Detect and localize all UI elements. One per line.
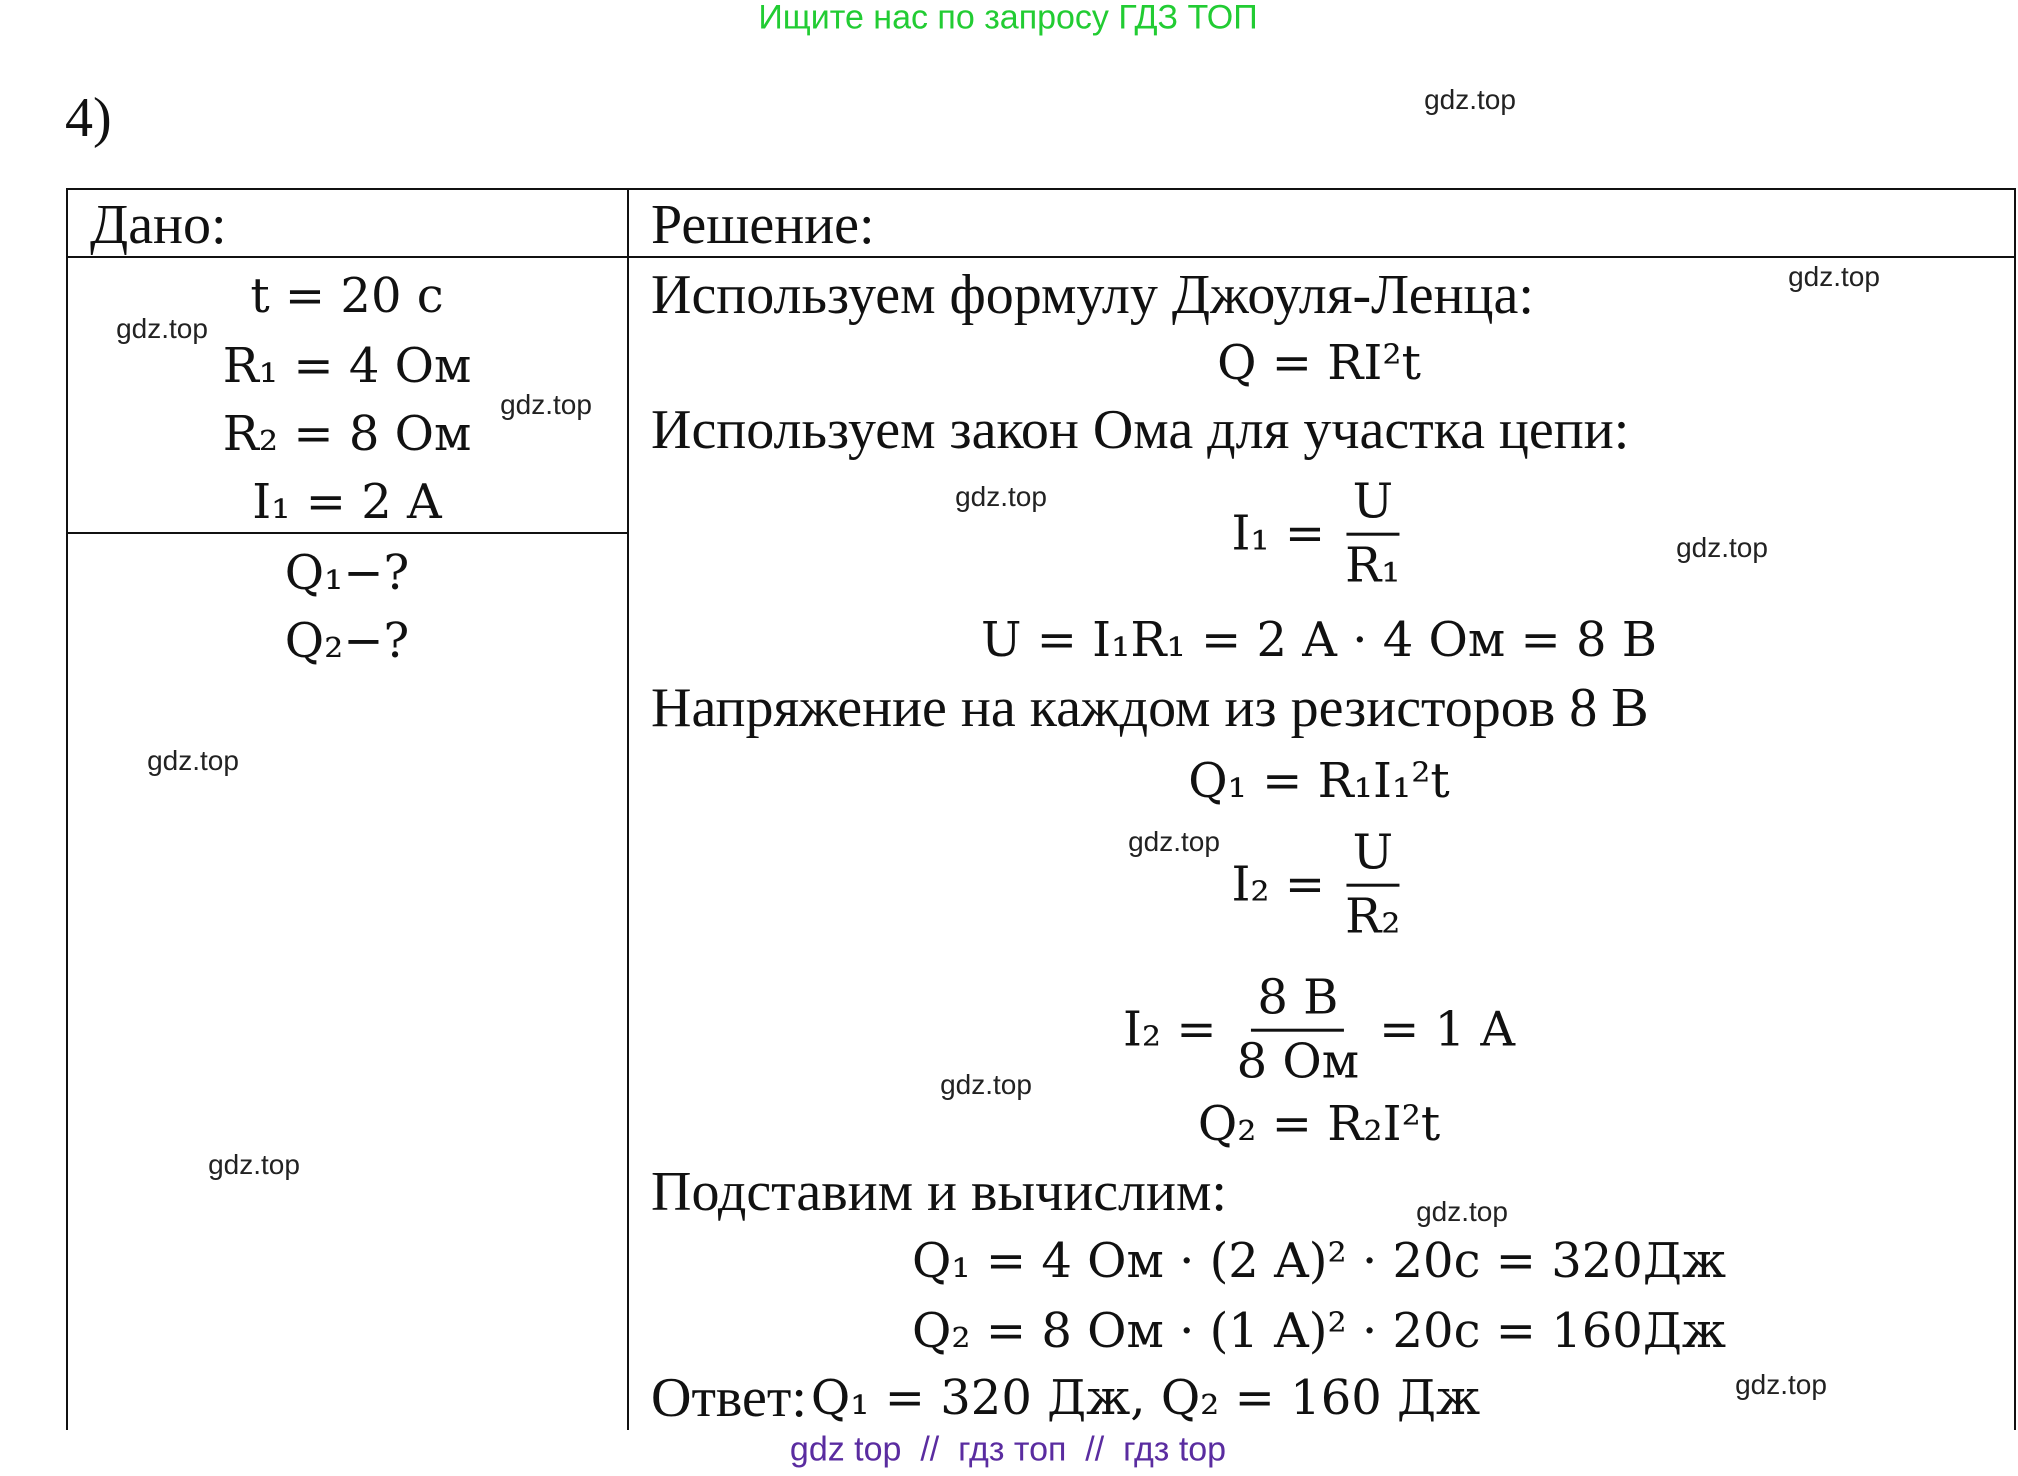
formula-q1: Q₁ = R₁I₁²t: [1188, 753, 1450, 809]
table-top-border: [67, 188, 2016, 190]
calc-q2: Q₂ = 8 Ом · (1 A)² · 20с = 160Дж: [911, 1303, 1727, 1359]
answer-value: Q₁ = 320 Дж, Q₂ = 160 Дж: [810, 1370, 1481, 1426]
watermark: gdz.top: [1424, 84, 1516, 115]
task-number: 4): [65, 87, 112, 149]
table-left-border: [66, 188, 68, 1430]
column-divider: [627, 188, 629, 1430]
watermark: gdz.top: [1128, 826, 1220, 857]
solution-text: Подставим и вычислим:: [651, 1161, 1227, 1223]
watermark: gdz.top: [1735, 1369, 1827, 1400]
watermark: gdz.top: [1788, 261, 1880, 292]
numerator: 8 В: [1251, 972, 1344, 1032]
watermark: gdz.top: [147, 745, 239, 776]
given-item: t = 20 c: [250, 268, 444, 324]
given-divider: [67, 532, 628, 534]
answer-label: Ответ:: [651, 1367, 807, 1429]
solution-header: Решение:: [651, 194, 875, 256]
given-header: Дано:: [90, 194, 227, 256]
formula-joule-lenz: Q = RI²t: [1217, 335, 1421, 391]
formula-ohm-i2: [1231, 824, 1406, 945]
solution-text: Используем формулу Джоуля-Ленца:: [651, 264, 1534, 326]
fraction-lhs: I₂ =: [1231, 857, 1326, 913]
header-divider: [67, 256, 2016, 258]
formula-q2: Q₂ = R₂I²t: [1197, 1096, 1441, 1152]
denominator: R₁: [1345, 537, 1401, 594]
numerator: U: [1347, 476, 1399, 536]
find-item: Q₂−?: [284, 613, 410, 669]
given-item: I₁ = 2 A: [252, 474, 442, 530]
watermark: gdz.top: [940, 1069, 1032, 1100]
formula-ohm-i1: [1231, 473, 1406, 594]
given-item: R₂ = 8 Ом: [222, 406, 472, 462]
bottom-banner[interactable]: gdz top // гдз топ // гдз top: [789, 1430, 1227, 1469]
calc-q1: Q₁ = 4 Ом · (2 A)² · 20с = 320Дж: [911, 1233, 1727, 1289]
top-banner: Ищите нас по запросу ГДЗ ТОП: [758, 0, 1258, 37]
answer: [651, 1366, 1480, 1430]
calc-i2: [1122, 969, 1516, 1090]
formula-voltage: U = I₁R₁ = 2 A · 4 Ом = 8 В: [980, 612, 1658, 668]
watermark: gdz.top: [500, 389, 592, 420]
fraction: [1339, 473, 1406, 594]
fraction-lhs: I₁ =: [1231, 506, 1326, 562]
watermark: gdz.top: [116, 313, 208, 344]
fraction-lhs: I₂ =: [1122, 1002, 1217, 1058]
find-item: Q₁−?: [284, 545, 410, 601]
watermark: gdz.top: [1676, 532, 1768, 563]
denominator: R₂: [1345, 888, 1401, 945]
watermark: gdz.top: [208, 1149, 300, 1180]
fraction: [1231, 969, 1365, 1090]
table-right-border: [2014, 188, 2016, 1430]
fraction-rhs: = 1 A: [1379, 1002, 1516, 1058]
watermark: gdz.top: [1416, 1196, 1508, 1227]
given-item: R₁ = 4 Ом: [222, 338, 472, 394]
denominator: 8 Ом: [1236, 1033, 1360, 1090]
solution-text: Напряжение на каждом из резисторов 8 В: [651, 677, 1649, 739]
numerator: U: [1347, 827, 1399, 887]
fraction: [1339, 824, 1406, 945]
watermark: gdz.top: [955, 481, 1047, 512]
solution-text: Используем закон Ома для участка цепи:: [651, 399, 1630, 461]
